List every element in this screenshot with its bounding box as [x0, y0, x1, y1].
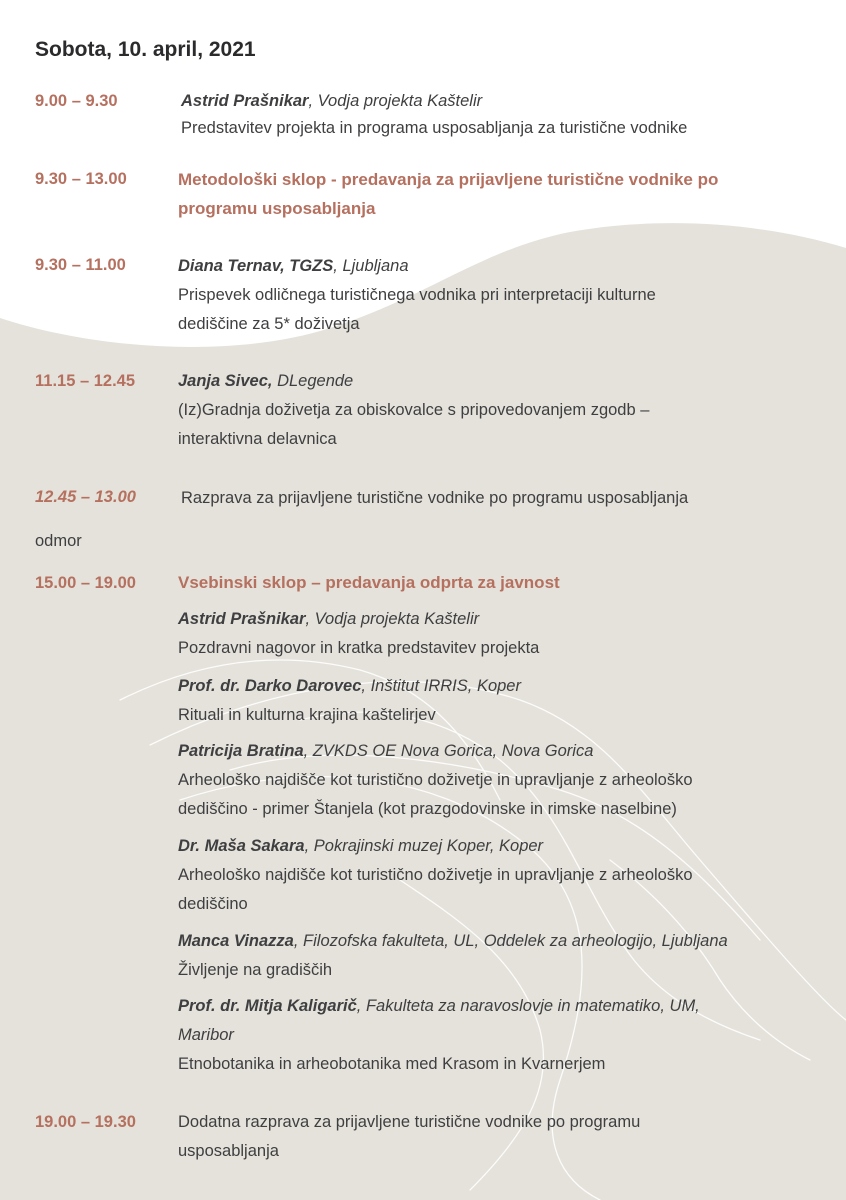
- speaker-name: Janja Sivec,: [178, 372, 273, 390]
- day-title: Sobota, 10. april, 2021: [35, 38, 256, 61]
- speaker-name: Manca Vinazza: [178, 932, 294, 950]
- talk-description: Arheološko najdišče kot turistično doživetje in upravljanje z arheološko: [178, 771, 693, 789]
- section-heading: Vsebinski sklop – predavanja odprta za javnost: [178, 573, 560, 592]
- speaker-name: Prof. dr. Mitja Kaligarič: [178, 997, 357, 1015]
- speaker-line: [178, 367, 353, 396]
- speaker-affiliation: , Fakulteta za naravoslovje in matematiko, UM,: [356, 997, 700, 1015]
- speaker-name: Prof. dr. Darko Darovec: [178, 677, 362, 695]
- speaker-name: Dr. Maša Sakara: [178, 837, 305, 855]
- section-heading: Metodološki sklop - predavanja za prijavljene turistične vodnike po: [178, 170, 719, 189]
- speaker-affiliation: Maribor: [178, 1026, 234, 1044]
- speaker-affiliation: , ZVKDS OE Nova Gorica, Nova Gorica: [303, 742, 594, 760]
- section-heading: programu usposabljanja: [178, 199, 376, 218]
- talk-description: interaktivna delavnica: [178, 430, 337, 448]
- speaker-line: [178, 672, 521, 701]
- talk-description: Etnobotanika in arheobotanika med Krasom in Kvarnerjem: [178, 1055, 606, 1073]
- time-slot: 12.45 – 13.00: [35, 488, 136, 506]
- speaker-line: [178, 252, 409, 281]
- speaker-name: Diana Ternav, TGZS: [178, 257, 334, 275]
- talk-description: Življenje na gradiščih: [178, 961, 333, 979]
- time-slot: 9.30 – 13.00: [35, 170, 127, 188]
- speaker-line: [178, 605, 479, 634]
- talk-description: dediščino: [178, 895, 248, 913]
- speaker-affiliation: , Vodja projekta Kaštelir: [308, 92, 483, 110]
- speaker-affiliation: DLegende: [272, 372, 354, 390]
- talk-description: (Iz)Gradnja doživetja za obiskovalce s pripovedovanjem zgodb –: [178, 401, 650, 419]
- speaker-affiliation: , Ljubljana: [333, 257, 409, 275]
- speaker-affiliation: , Pokrajinski muzej Koper, Koper: [304, 837, 544, 855]
- talk-description: Prispevek odličnega turističnega vodnika pri interpretaciji kulturne: [178, 286, 656, 304]
- speaker-line: [181, 87, 482, 116]
- speaker-affiliation: , Vodja projekta Kaštelir: [305, 610, 480, 628]
- speaker-affiliation: , Filozofska fakulteta, UL, Oddelek za arheologijo, Ljubljana: [293, 932, 728, 950]
- talk-description: Arheološko najdišče kot turistično doživetje in upravljanje z arheološko: [178, 866, 693, 884]
- time-slot: 19.00 – 19.30: [35, 1113, 136, 1131]
- talk-description: usposabljanja: [178, 1142, 279, 1160]
- speaker-name: Patricija Bratina: [178, 742, 304, 760]
- speaker-name: Astrid Prašnikar: [178, 610, 306, 628]
- talk-description: dediščine za 5* doživetja: [178, 315, 360, 333]
- speaker-line: [178, 737, 593, 766]
- time-slot: 15.00 – 19.00: [35, 574, 136, 592]
- speaker-name: Astrid Prašnikar: [181, 92, 309, 110]
- speaker-line: [178, 927, 728, 956]
- speaker-line: [178, 832, 543, 861]
- time-slot: 11.15 – 12.45: [35, 372, 136, 390]
- talk-description: dediščino - primer Štanjela (kot prazgodovinske in rimske naselbine): [178, 800, 677, 818]
- talk-description: Dodatna razprava za prijavljene turistične vodnike po programu: [178, 1113, 641, 1131]
- talk-description: Razprava za prijavljene turistične vodnike po programu usposabljanja: [181, 489, 689, 507]
- talk-description: Rituali in kulturna krajina kaštelirjev: [178, 706, 436, 724]
- speaker-line: [178, 992, 700, 1021]
- break-label: odmor: [35, 532, 82, 550]
- time-slot: 9.00 – 9.30: [35, 92, 118, 110]
- talk-description: Pozdravni nagovor in kratka predstavitev projekta: [178, 639, 540, 657]
- speaker-affiliation: , Inštitut IRRIS, Koper: [361, 677, 521, 695]
- time-slot: 9.30 – 11.00: [35, 256, 126, 274]
- talk-description: Predstavitev projekta in programa usposabljanja za turistične vodnike: [181, 119, 688, 137]
